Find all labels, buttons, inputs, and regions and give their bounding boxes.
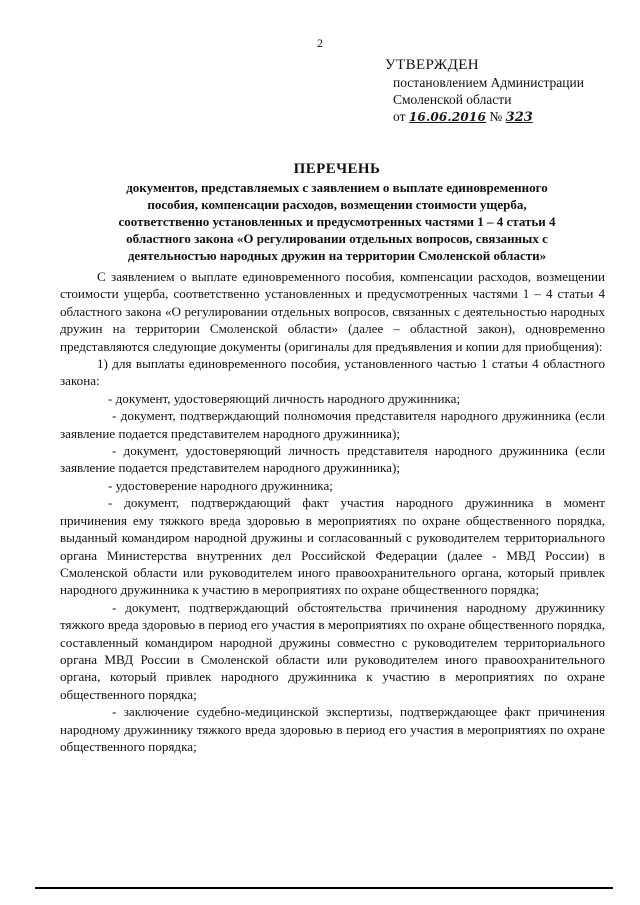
- approval-date-prefix: от: [393, 109, 406, 124]
- document-title: ПЕРЕЧЕНЬ: [293, 161, 381, 177]
- heading-line: пособия, компенсации расходов, возмещении стоимости ущерба,: [147, 197, 527, 212]
- approval-stamp: [385, 56, 635, 126]
- list-item: - документ, удостоверяющий личность представителя народного дружинника (если заявление подается представителем народного дружинника);: [60, 443, 605, 476]
- heading-line: областного закона «О регулировании отдельных вопросов, связанных с: [126, 231, 548, 246]
- document-body: [60, 268, 605, 755]
- list-item-heading: 1) для выплаты единовременного пособия, установленного частью 1 статьи 4 областного закона:: [60, 356, 605, 389]
- heading-line: документов, представляемых с заявлением о выплате единовременного: [126, 180, 548, 195]
- list-item: - удостоверение народного дружинника;: [108, 477, 333, 493]
- list-item: - заключение судебно-медицинской экспертизы, подтверждающее факт причинения народному дружиннику тяжкого вреда здоровью в период его участия в мероприятиях по охране общественного порядка;: [60, 704, 605, 754]
- list-item: - документ, подтверждающий полномочия представителя народного дружинника (если заявление подается представителем народного дружинника);: [60, 408, 605, 441]
- list-item: - документ, удостоверяющий личность народного дружинника;: [108, 390, 461, 406]
- heading-line: деятельностью народных дружин на территории Смоленской области»: [127, 248, 547, 263]
- document-heading: [82, 160, 592, 264]
- heading-line: соответственно установленных и предусмотренных частями 1 – 4 статьи 4: [118, 214, 556, 229]
- approval-date-line: [385, 108, 635, 126]
- approval-number-handwritten: 323: [505, 110, 533, 125]
- bottom-rule: [35, 887, 613, 889]
- intro-paragraph: С заявлением о выплате единовременного пособия, компенсации расходов, возмещении стоимости ущерба, соответственно установленных и предусмотренных частями 1 – 4 статьи 4 областного закона «О регулировании отдельных вопросов, связанных с деятельностью народных дружин на территории Смоленской области» (далее – областной закон), одновременно представляются следующие документы (оригиналы для предъявления и копии для приобщения):: [60, 269, 605, 354]
- approval-title: УТВЕРЖДЕН: [385, 57, 480, 73]
- list-item: - документ, подтверждающий обстоятельства причинения народному дружиннику тяжкого вреда здоровью в период его участия в мероприятиях по охране общественного порядка, составленный командиром народной дружины совместно с руководителем территориального органа МВД России в Смоленской области или руководителем иного правоохранительного органа, который привлек народного дружинника к участию в мероприятиях по охране общественного порядка;: [60, 599, 605, 702]
- approval-number-sign: №: [489, 109, 503, 124]
- approval-line-2: Смоленской области: [393, 92, 512, 107]
- approval-date-handwritten: 16.06.2016: [408, 110, 487, 124]
- list-item: - документ, подтверждающий факт участия народного дружинника в момент причинения ему тяжкого вреда здоровью в мероприятиях по охране общественного порядка, выданный командиром народной дружины и согласованный с руководителем территориального органа Министерства внутренних дел Российской Федерации (далее - МВД России) в Смоленской области или руководителем иного правоохранительного органа, который привлек народного дружинника к участию в мероприятиях по охране общественного порядка;: [60, 495, 605, 598]
- page-number: 2: [317, 36, 323, 50]
- approval-line-1: постановлением Администрации: [393, 75, 584, 90]
